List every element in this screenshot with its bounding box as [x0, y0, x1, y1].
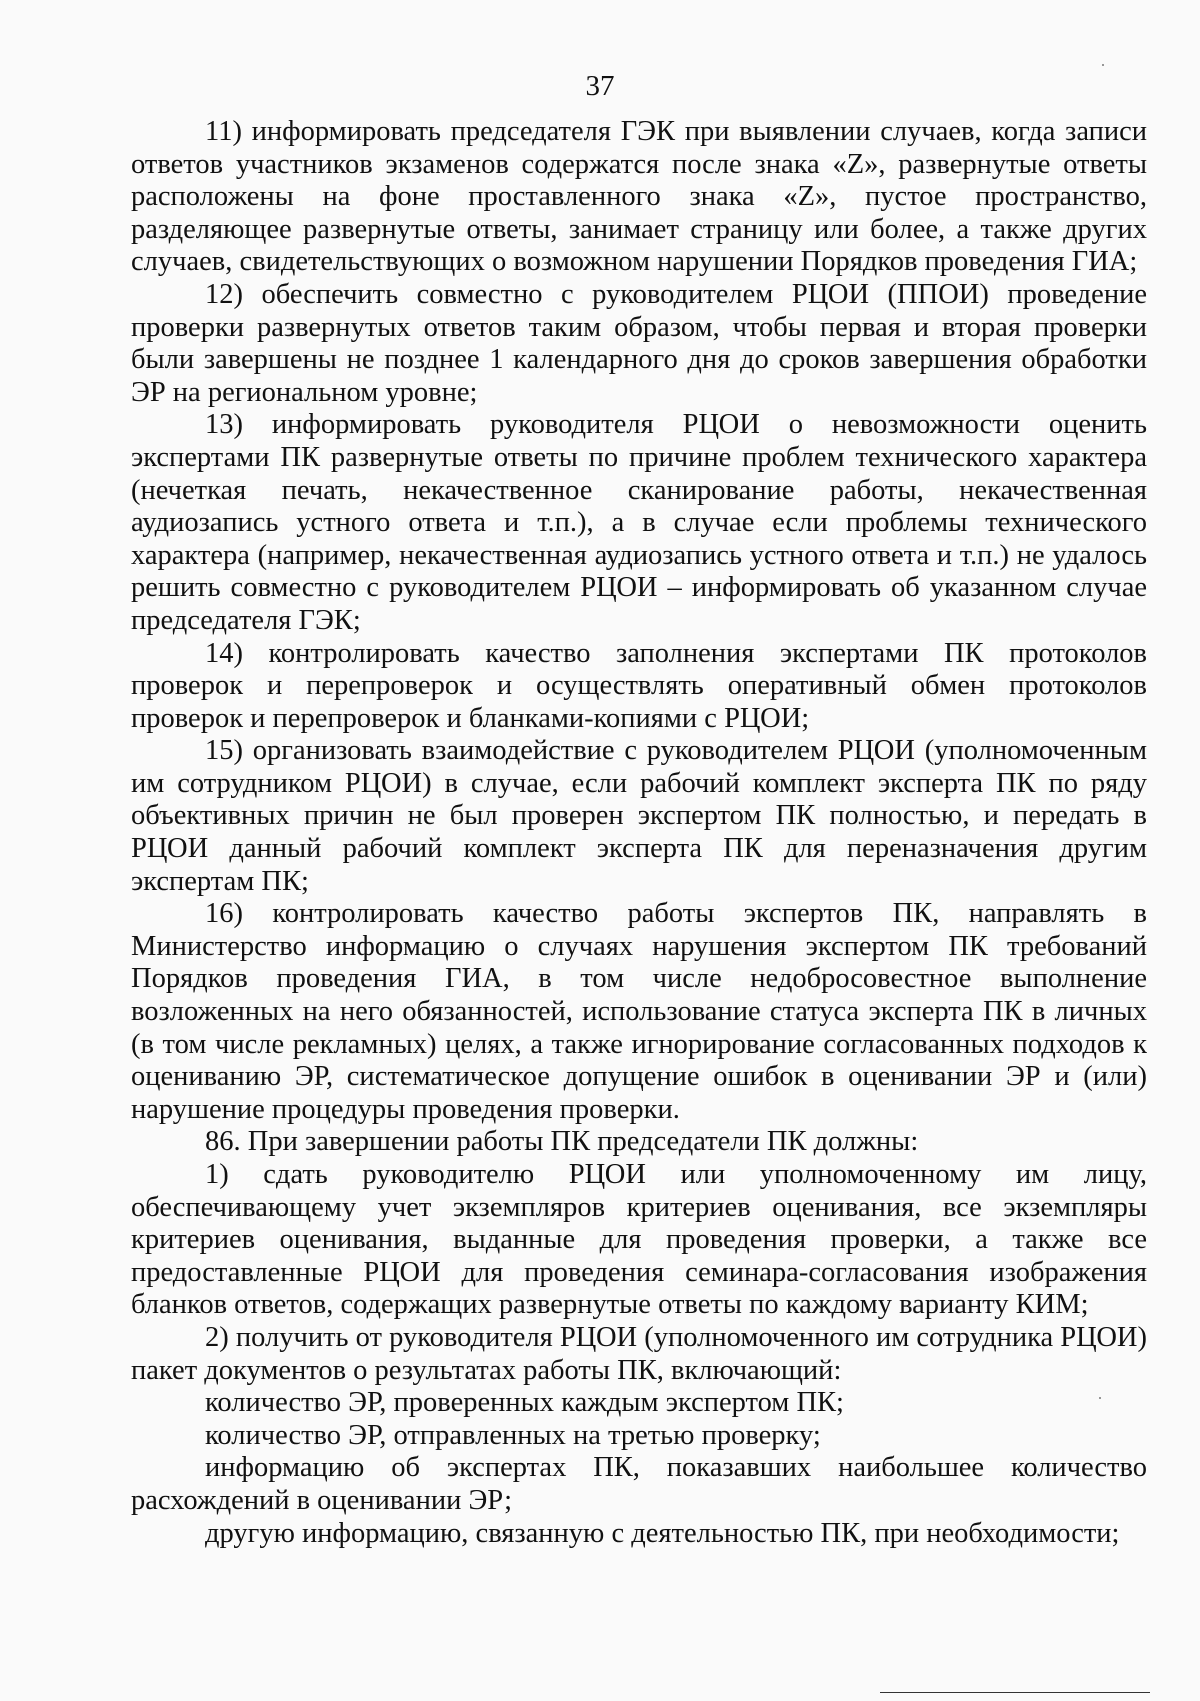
- scan-speck: [1099, 1397, 1101, 1399]
- item-11-paragraph: 11) информировать председателя ГЭК при выявлении случаев, когда записи ответов участников экзаменов содержатся после знака «Z», развернутые ответы расположены на фоне проставленного знака «Z», пустое пространство, разделяющее развернутые ответы, занимает страницу или более, а также других случаев, свидетельствующих о возможном нарушении Порядков проведения ГИА;: [131, 116, 1147, 278]
- section-86-item-1-paragraph: 1) сдать руководителю РЦОИ или уполномоченному им лицу, обеспечивающему учет экземпляров критериев оценивания, все экземпляры критериев оценивания, выданные для проведения проверки, а также все предоставленные РЦОИ для проведения семинара-согласования изображения бланков ответов, содержащих развернутые ответы по каждому варианту КИМ;: [131, 1159, 1147, 1321]
- item-14-paragraph: 14) контролировать качество заполнения экспертами ПК протоколов проверок и перепроверок и осуществлять оперативный обмен протоколов проверок и перепроверок и бланками-копиями с РЦОИ;: [131, 637, 1147, 734]
- item-13-paragraph: 13) информировать руководителя РЦОИ о невозможности оценить экспертами ПК развернутые ответы по причине проблем технического характера (нечеткая печать, некачественное сканирование работы, некачественная аудиозапись устного ответа и т.п.), а в случае если проблемы технического характера (например, некачественная аудиозапись устного ответа и т.п.) не удалось решить совместно с руководителем РЦОИ – информировать об указанном случае председателя ГЭК;: [131, 409, 1147, 636]
- section-86-heading-paragraph: 86. При завершении работы ПК председатели ПК должны:: [205, 1126, 919, 1158]
- item-12-paragraph: 12) обеспечить совместно с руководителем РЦОИ (ППОИ) проведение проверки развернутых ответов таким образом, чтобы первая и вторая проверки были завершены не позднее 1 календарного дня до сроков завершения обработки ЭР на региональном уровне;: [131, 278, 1147, 408]
- document-body: [131, 116, 1147, 1550]
- package-item-third-check-count: количество ЭР, отправленных на третью проверку;: [205, 1419, 821, 1451]
- item-15-paragraph: 15) организовать взаимодействие с руководителем РЦОИ (уполномоченным им сотрудником РЦОИ) в случае, если рабочий комплект эксперта ПК по ряду объективных причин не был проверен экспертом ПК полностью, и передать в РЦОИ данный рабочий комплект эксперта ПК для переназначения другим экспертам ПК;: [131, 735, 1147, 897]
- section-86-item-2-paragraph: 2) получить от руководителя РЦОИ (уполномоченного им сотрудника РЦОИ) пакет документов о результатах работы ПК, включающий:: [131, 1321, 1147, 1386]
- package-item-other-information: другую информацию, связанную с деятельностью ПК, при необходимости;: [205, 1517, 1120, 1549]
- item-16-paragraph: 16) контролировать качество работы экспертов ПК, направлять в Министерство информацию о случаях нарушения экспертом ПК требований Порядков проведения ГИА, в том числе недобросовестное выполнение возложенных на него обязанностей, использование статуса эксперта ПК в личных (в том числе рекламных) целях, а также игнорирование согласованных подходов к оцениванию ЭР, систематическое допущение ошибок в оценивании ЭР и (или) нарушение процедуры проведения проверки.: [131, 898, 1147, 1125]
- package-item-checked-count: количество ЭР, проверенных каждым экспертом ПК;: [205, 1387, 844, 1419]
- package-item-expert-discrepancies: информацию об экспертах ПК, показавших наибольшее количество расхождений в оценивании ЭР;: [131, 1452, 1147, 1516]
- scan-bottom-rule: [880, 1692, 1150, 1693]
- scan-speck: [1102, 64, 1104, 66]
- page-number: 37: [585, 70, 615, 102]
